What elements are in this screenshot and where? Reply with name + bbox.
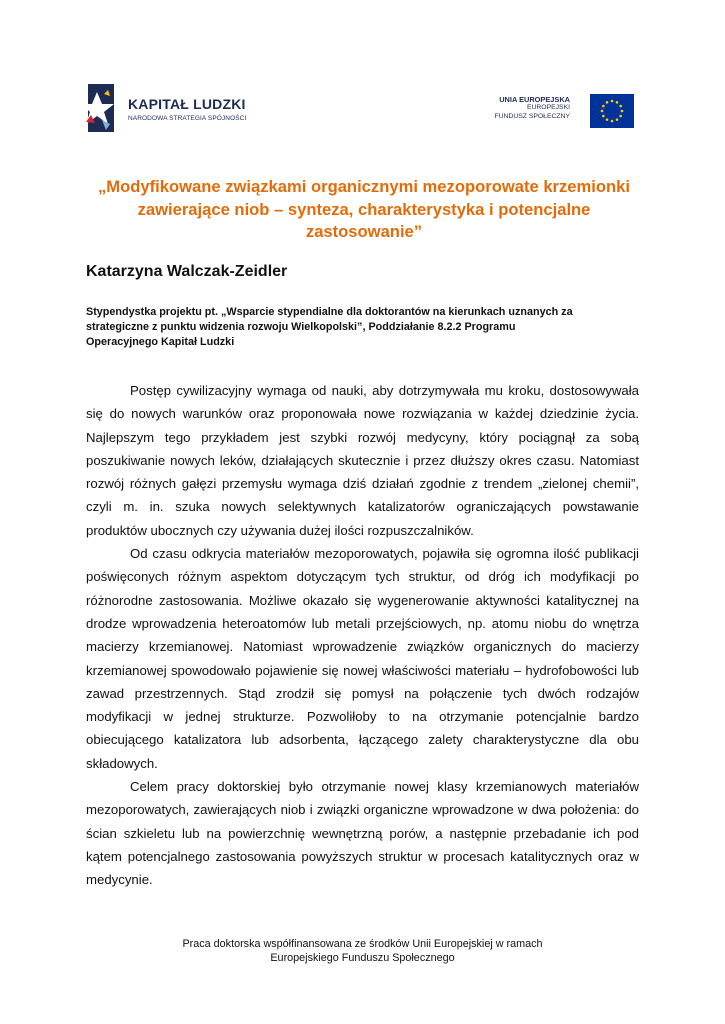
document-title xyxy=(80,176,648,244)
kapital-ludzki-name: KAPITAŁ LUDZKI xyxy=(128,96,246,112)
eu-star-icon xyxy=(619,115,622,118)
eu-logo-line2: EUROPEJSKI xyxy=(526,104,570,112)
eu-star-icon xyxy=(602,115,605,118)
eu-star-icon xyxy=(616,101,619,104)
eu-star-icon xyxy=(619,105,622,108)
eu-star-icon xyxy=(611,120,614,123)
eu-flag-icon xyxy=(590,94,634,128)
eu-logo-line3: FUNDUSZ SPOŁECZNY xyxy=(494,112,570,120)
body-paragraph: Od czasu odkrycia materiałów mezoporowatych, pojawiła się ogromna ilość publikacji poświęconych różnym aspektom dotyczącym tych struktur, od dróg ich modyfikacji po różnorodne zastosowania. Możliwe okazało się wygenerowanie aktywności katalitycznej na drodze wprowadzenia heteroatomów lub metali przejściowych, np. atomu niobu do wnętrza macierzy krzemianowej. Natomiast wprowadzenie związków organicznych do macierzy krzemianowej spowodowało pojawienie się nowej właściwości materiału – hydrofobowości lub zawad przestrzennych. Stąd zrodził się pomysł na połączenie tych dwóch rodzajów modyfikacji w jednej strukturze. Pozwoliłoby to na otrzymanie potencjalnie bardzo obiecującego katalizatora lub adsorbenta, łączącego zalety charakterystyczne dla obu składowych. xyxy=(86,546,639,771)
author-name: Katarzyna Walczak-Zeidler xyxy=(86,263,288,280)
body-paragraph: Celem pracy doktorskiej było otrzymanie nowej klasy krzemianowych materiałów mezoporowatych, zawierających niob i związki organiczne wprowadzone w dwa położenia: do ścian szkieletu lub na powierzchnię wewnętrzną porów, a następnie przebadanie ich pod kątem potencjalnego zastosowania powyższych struktur w procesach katalitycznych oraz w medycynie. xyxy=(86,779,639,888)
eu-logo-text xyxy=(494,96,570,121)
eu-star-icon xyxy=(621,110,624,113)
title-line: „Modyfikowane związkami organicznymi mezoporowate krzemionki xyxy=(97,177,631,196)
footer-line: Europejskiego Funduszu Społecznego xyxy=(270,952,455,964)
title-line: zawierające niob – synteza, charakterystyka i potencjalne xyxy=(137,199,591,219)
kapital-ludzki-subtitle: NARODOWA STRATEGIA SPÓJNOŚCI xyxy=(128,115,247,122)
eu-star-icon xyxy=(606,101,609,104)
kapital-ludzki-logo xyxy=(84,82,264,134)
stipend-line: Operacyjnego Kapitał Ludzki xyxy=(86,336,235,348)
stipend-note xyxy=(86,305,646,350)
stipend-line: strategiczne z punktu widzenia rozwoju Wielkopolski”, Poddziałanie 8.2.2 Programu xyxy=(86,321,516,333)
eu-star-icon xyxy=(616,118,619,121)
document-body xyxy=(86,379,639,892)
eu-star-icon xyxy=(602,105,605,108)
eu-logo xyxy=(488,92,634,130)
footer-line: Praca doktorska współfinansowana ze środków Unii Europejskiej w ramach xyxy=(182,938,543,950)
eu-logo-line1: UNIA EUROPEJSKA xyxy=(499,95,570,104)
stipend-line: Stypendystka projektu pt. „Wsparcie stypendialne dla doktorantów na kierunkach uznanych za xyxy=(86,306,573,318)
eu-star-icon xyxy=(611,100,614,103)
body-paragraph: Postęp cywilizacyjny wymaga od nauki, aby dotrzymywała mu kroku, dostosowywała się do nowych warunków oraz proponowała nowe rozwiązania w każdej dziedzinie życia. Najlepszym tego przykładem jest szybki rozwój medycyny, który pociągnął za sobą poszukiwanie nowych leków, działających skutecznie i przez dłuższy okres czasu. Natomiast rozwój różnych gałęzi przemysłu wymaga dziś działań zgodnie z trendem „zielonej chemii”, czyli m. in. szuka nowych selektywnych katalizatorów ograniczających powstawanie produktów ubocznych czy używania dużej ilości rozpuszczalników. xyxy=(86,383,639,538)
kapital-ludzki-star-icon xyxy=(84,82,126,134)
eu-star-icon xyxy=(601,110,604,113)
page-footer xyxy=(0,937,725,965)
title-line: zastosowanie” xyxy=(305,222,423,241)
eu-star-icon xyxy=(606,118,609,121)
